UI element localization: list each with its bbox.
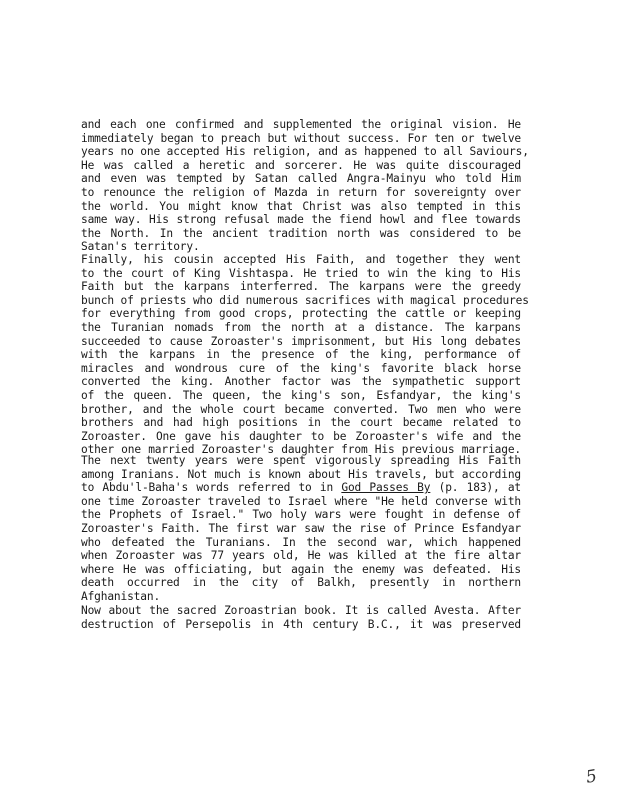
text-line: to renounce the religion of Mazda in return for sovereignty over (81, 185, 521, 199)
text-line: who defeated the Turanians. In the second war, which happened (81, 535, 521, 549)
text-line: immediately began to preach but without success. For ten or twelve (81, 131, 521, 145)
text-fragment: (p. 183), at (438, 481, 522, 495)
text-line: bunch of priests who did numerous sacrifices with magical procedures (81, 293, 529, 307)
text-line: where He was officiating, but again the enemy was defeated. His (81, 562, 521, 576)
text-line: to the court of King Vishtaspa. He tried to win the king to His (81, 266, 521, 280)
text-line: the world. You might know that Christ was also tempted in this (81, 199, 521, 213)
text-line: Afghanistan. (81, 589, 161, 603)
text-line: miracles and wondrous cure of the king's favorite black horse (81, 361, 521, 375)
text-line: Zoroaster's Faith. The first war saw the rise of Prince Esfandyar (81, 521, 521, 535)
text-line: death occurred in the city of Balkh, presently in northern (81, 576, 521, 590)
text-line: He was called a heretic and sorcerer. He was quite discouraged (81, 158, 521, 172)
text-line: Faith but the karpans interferred. The karpans were the greedy (81, 280, 521, 294)
text-line-with-reference (81, 481, 521, 495)
handwritten-page-number: 5 (584, 766, 599, 788)
text-line: the Turanian nomads from the north at a distance. The karpans (81, 320, 521, 334)
text-fragment: to Abdu'l-Baha's words referred to in (81, 481, 334, 495)
text-line: the North. In the ancient tradition north was considered to be (81, 226, 521, 240)
text-line: for everything from good crops, protecting the cattle or keeping (81, 307, 521, 321)
text-line: one time Zoroaster traveled to Israel where "He held converse with (81, 494, 521, 508)
text-line: Satan's territory. (81, 240, 200, 254)
text-line: Finally, his cousin accepted His Faith, and together they went (81, 253, 521, 266)
paragraph-4 (81, 604, 521, 631)
text-line: the Prophets of Israel." Two holy wars were fought in defense of (81, 508, 521, 522)
text-line: Now about the sacred Zoroastrian book. It is called Avesta. After (81, 604, 521, 617)
text-line: when Zoroaster was 77 years old, He was killed at the fire altar (81, 549, 521, 563)
text-line: of the queen. The queen, the king's son, Esfandyar, the king's (81, 388, 521, 402)
text-line: same way. His strong refusal made the fiend howl and flee towards (81, 213, 521, 227)
text-line: brothers and had high positions in the court became related to (81, 416, 521, 430)
text-line: and each one confirmed and supplemented the original vision. He (81, 118, 521, 131)
paragraph-3 (81, 454, 521, 604)
text-line: and even was tempted by Satan called Angra-Mainyu who told Him (81, 172, 521, 186)
text-line: Zoroaster. One gave his daughter to be Zoroaster's wife and the (81, 429, 521, 443)
text-line: with the karpans in the presence of the king, performance of (81, 348, 521, 362)
text-line: destruction of Persepolis in 4th century B.C., it was preserved (81, 617, 521, 631)
text-line: The next twenty years were spent vigorously spreading His Faith (81, 454, 521, 467)
text-line: other one married Zoroaster's daughter from His previous marriage. (81, 443, 521, 457)
text-line: among Iranians. Not much is known about His travels, but according (81, 467, 521, 481)
text-line: brother, and the whole court became converted. Two men who were (81, 402, 521, 416)
text-line: succeeded to cause Zoroaster's imprisonment, but His long debates (81, 334, 521, 348)
book-title-reference: God Passes By (341, 481, 431, 495)
paragraph-2 (81, 253, 529, 457)
text-line: years no one accepted His religion, and as happened to all Saviours, (81, 145, 529, 159)
text-line: converted the king. Another factor was the sympathetic support (81, 375, 521, 389)
paragraph-1 (81, 118, 529, 254)
